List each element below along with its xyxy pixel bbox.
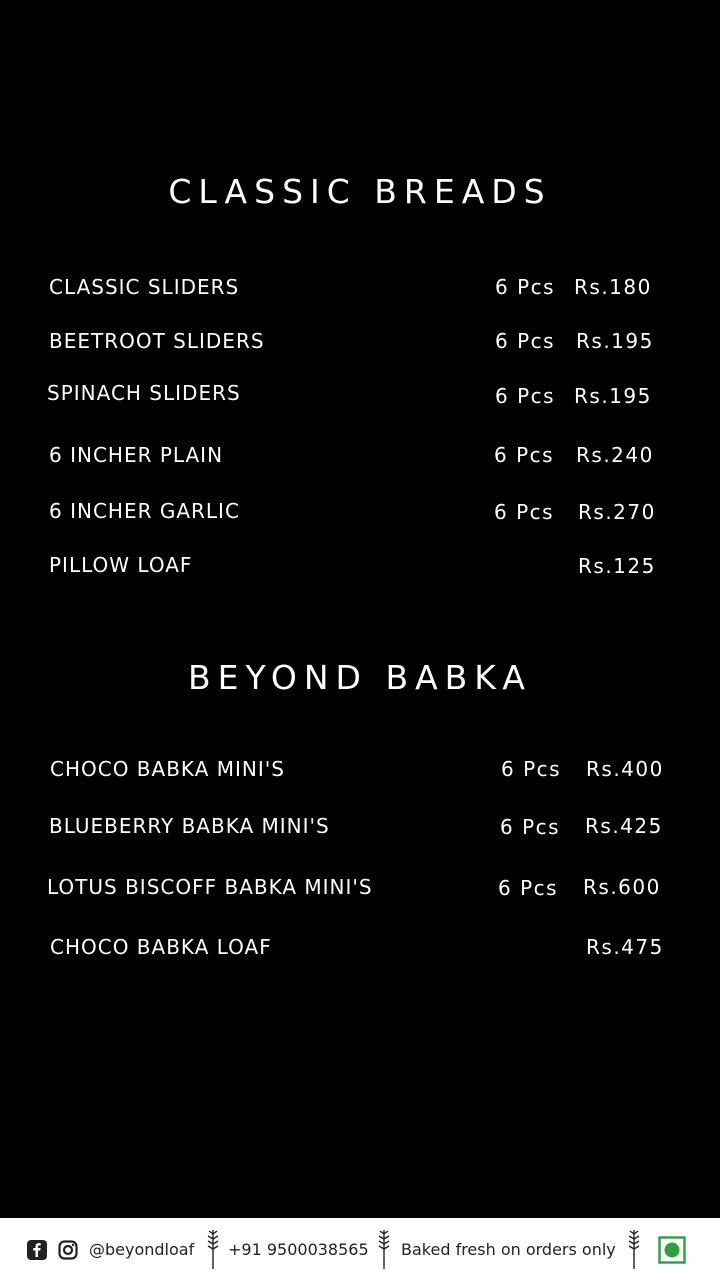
menu-item [0, 932, 720, 962]
item-price: Rs.425 [585, 814, 663, 838]
item-price: Rs.195 [574, 384, 652, 408]
item-name: BLUEBERRY BABKA MINI'S [49, 814, 330, 838]
item-name: BEETROOT SLIDERS [49, 329, 265, 353]
item-qty: 6 Pcs [500, 815, 561, 839]
item-price: Rs.240 [576, 443, 654, 467]
menu-item [0, 550, 720, 580]
menu-item [0, 272, 720, 302]
facebook-icon[interactable] [27, 1240, 47, 1264]
item-name: 6 INCHER PLAIN [49, 443, 224, 467]
menu-item [0, 872, 720, 902]
item-price: Rs.180 [574, 275, 652, 299]
footer-bar [0, 1218, 720, 1280]
item-price: Rs.600 [583, 875, 661, 899]
item-name: PILLOW LOAF [49, 553, 193, 577]
item-qty: 6 Pcs [498, 876, 559, 900]
social-handle[interactable]: @beyondloaf [89, 1240, 195, 1259]
menu-item [0, 811, 720, 841]
item-price: Rs.270 [578, 500, 656, 524]
wheat-icon [375, 1228, 393, 1274]
menu-item [0, 496, 720, 526]
menu-item [0, 754, 720, 784]
item-qty: 6 Pcs [495, 384, 556, 408]
item-name: CLASSIC SLIDERS [49, 275, 240, 299]
item-name: CHOCO BABKA LOAF [50, 935, 272, 959]
wheat-icon [204, 1228, 222, 1274]
wheat-icon [625, 1228, 643, 1274]
item-qty: 6 Pcs [494, 443, 555, 467]
item-name: 6 INCHER GARLIC [49, 499, 240, 523]
phone-number[interactable]: +91 9500038565 [228, 1240, 369, 1259]
item-price: Rs.400 [586, 757, 664, 781]
item-name: CHOCO BABKA MINI'S [50, 757, 285, 781]
section-title-beyond-babka: BEYOND BABKA [188, 658, 532, 697]
instagram-icon[interactable] [58, 1240, 78, 1264]
item-name: LOTUS BISCOFF BABKA MINI'S [47, 875, 373, 899]
item-price: Rs.475 [586, 935, 664, 959]
item-qty: 6 Pcs [495, 275, 556, 299]
menu-item [0, 326, 720, 356]
section-title-classic-breads: CLASSIC BREADS [168, 172, 552, 211]
item-price: Rs.195 [576, 329, 654, 353]
menu-item [0, 440, 720, 470]
item-name: SPINACH SLIDERS [47, 381, 241, 405]
item-price: Rs.125 [578, 554, 656, 578]
item-qty: 6 Pcs [494, 500, 555, 524]
item-qty: 6 Pcs [501, 757, 562, 781]
tagline: Baked fresh on orders only [401, 1240, 616, 1259]
veg-mark-icon [658, 1236, 686, 1268]
item-qty: 6 Pcs [495, 329, 556, 353]
menu-item [0, 378, 720, 408]
